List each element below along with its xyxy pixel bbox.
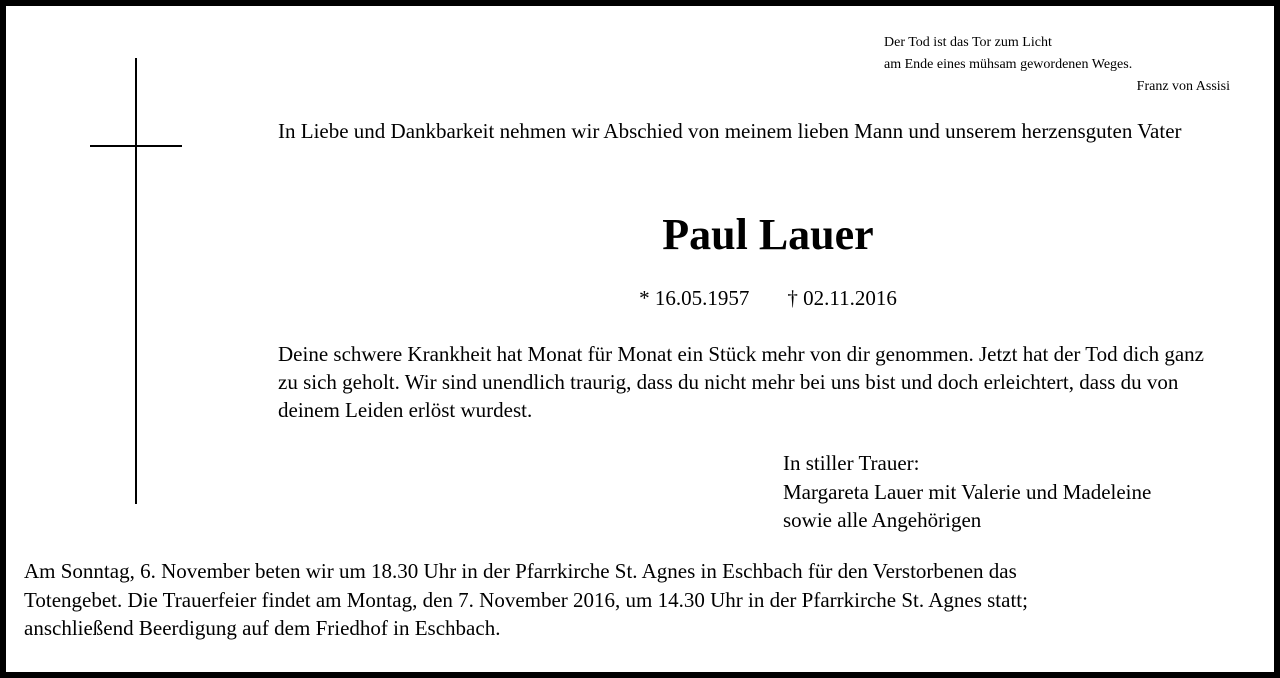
deceased-name: Paul Lauer <box>662 210 874 259</box>
mourners-block <box>783 449 1243 535</box>
announcement-line-1: Am Sonntag, 6. November beten wir um 18.30 Uhr in der Pfarrkirche St. Agnes in Eschbach für den Verstorbenen das <box>24 559 1017 583</box>
mourners-line-2: sowie alle Angehörigen <box>783 508 982 532</box>
life-dates <box>278 283 1258 313</box>
quote-line-2: am Ende eines mühsam gewordenen Weges. <box>884 57 1133 72</box>
intro-text: In Liebe und Dankbarkeit nehmen wir Abschied von meinem lieben Mann und unserem herzensguten Vater <box>278 119 1182 143</box>
mourners-line-1: Margareta Lauer mit Valerie und Madeleine <box>783 479 1152 504</box>
cross-vertical-bar <box>135 58 137 504</box>
epigraph-quote <box>884 32 1230 98</box>
announcement-line-3: anschließend Beerdigung auf dem Friedhof in Eschbach. <box>24 616 501 640</box>
farewell-message: Deine schwere Krankheit hat Monat für Monat ein Stück mehr von dir genommen. Jetzt hat der Tod dich ganz zu sich geholt. Wir sind unendlich traurig, dass du nicht mehr bei uns bist und doch erleichtert, dass du von deinem Leiden erlöst wurdest. <box>278 342 1204 422</box>
death-date: † 02.11.2016 <box>787 286 897 310</box>
mourners-heading: In stiller Trauer: <box>783 451 920 475</box>
quote-author: Franz von Assisi <box>1136 79 1230 94</box>
birth-date: * 16.05.1957 <box>639 286 750 310</box>
announcement-line-2: Totengebet. Die Trauerfeier findet am Montag, den 7. November 2016, um 14.30 Uhr in der Pfarrkirche St. Agnes statt; <box>24 587 1028 612</box>
cross-horizontal-bar <box>90 145 182 147</box>
service-announcement <box>24 557 1244 643</box>
quote-line-1: Der Tod ist das Tor zum Licht <box>884 35 1052 50</box>
